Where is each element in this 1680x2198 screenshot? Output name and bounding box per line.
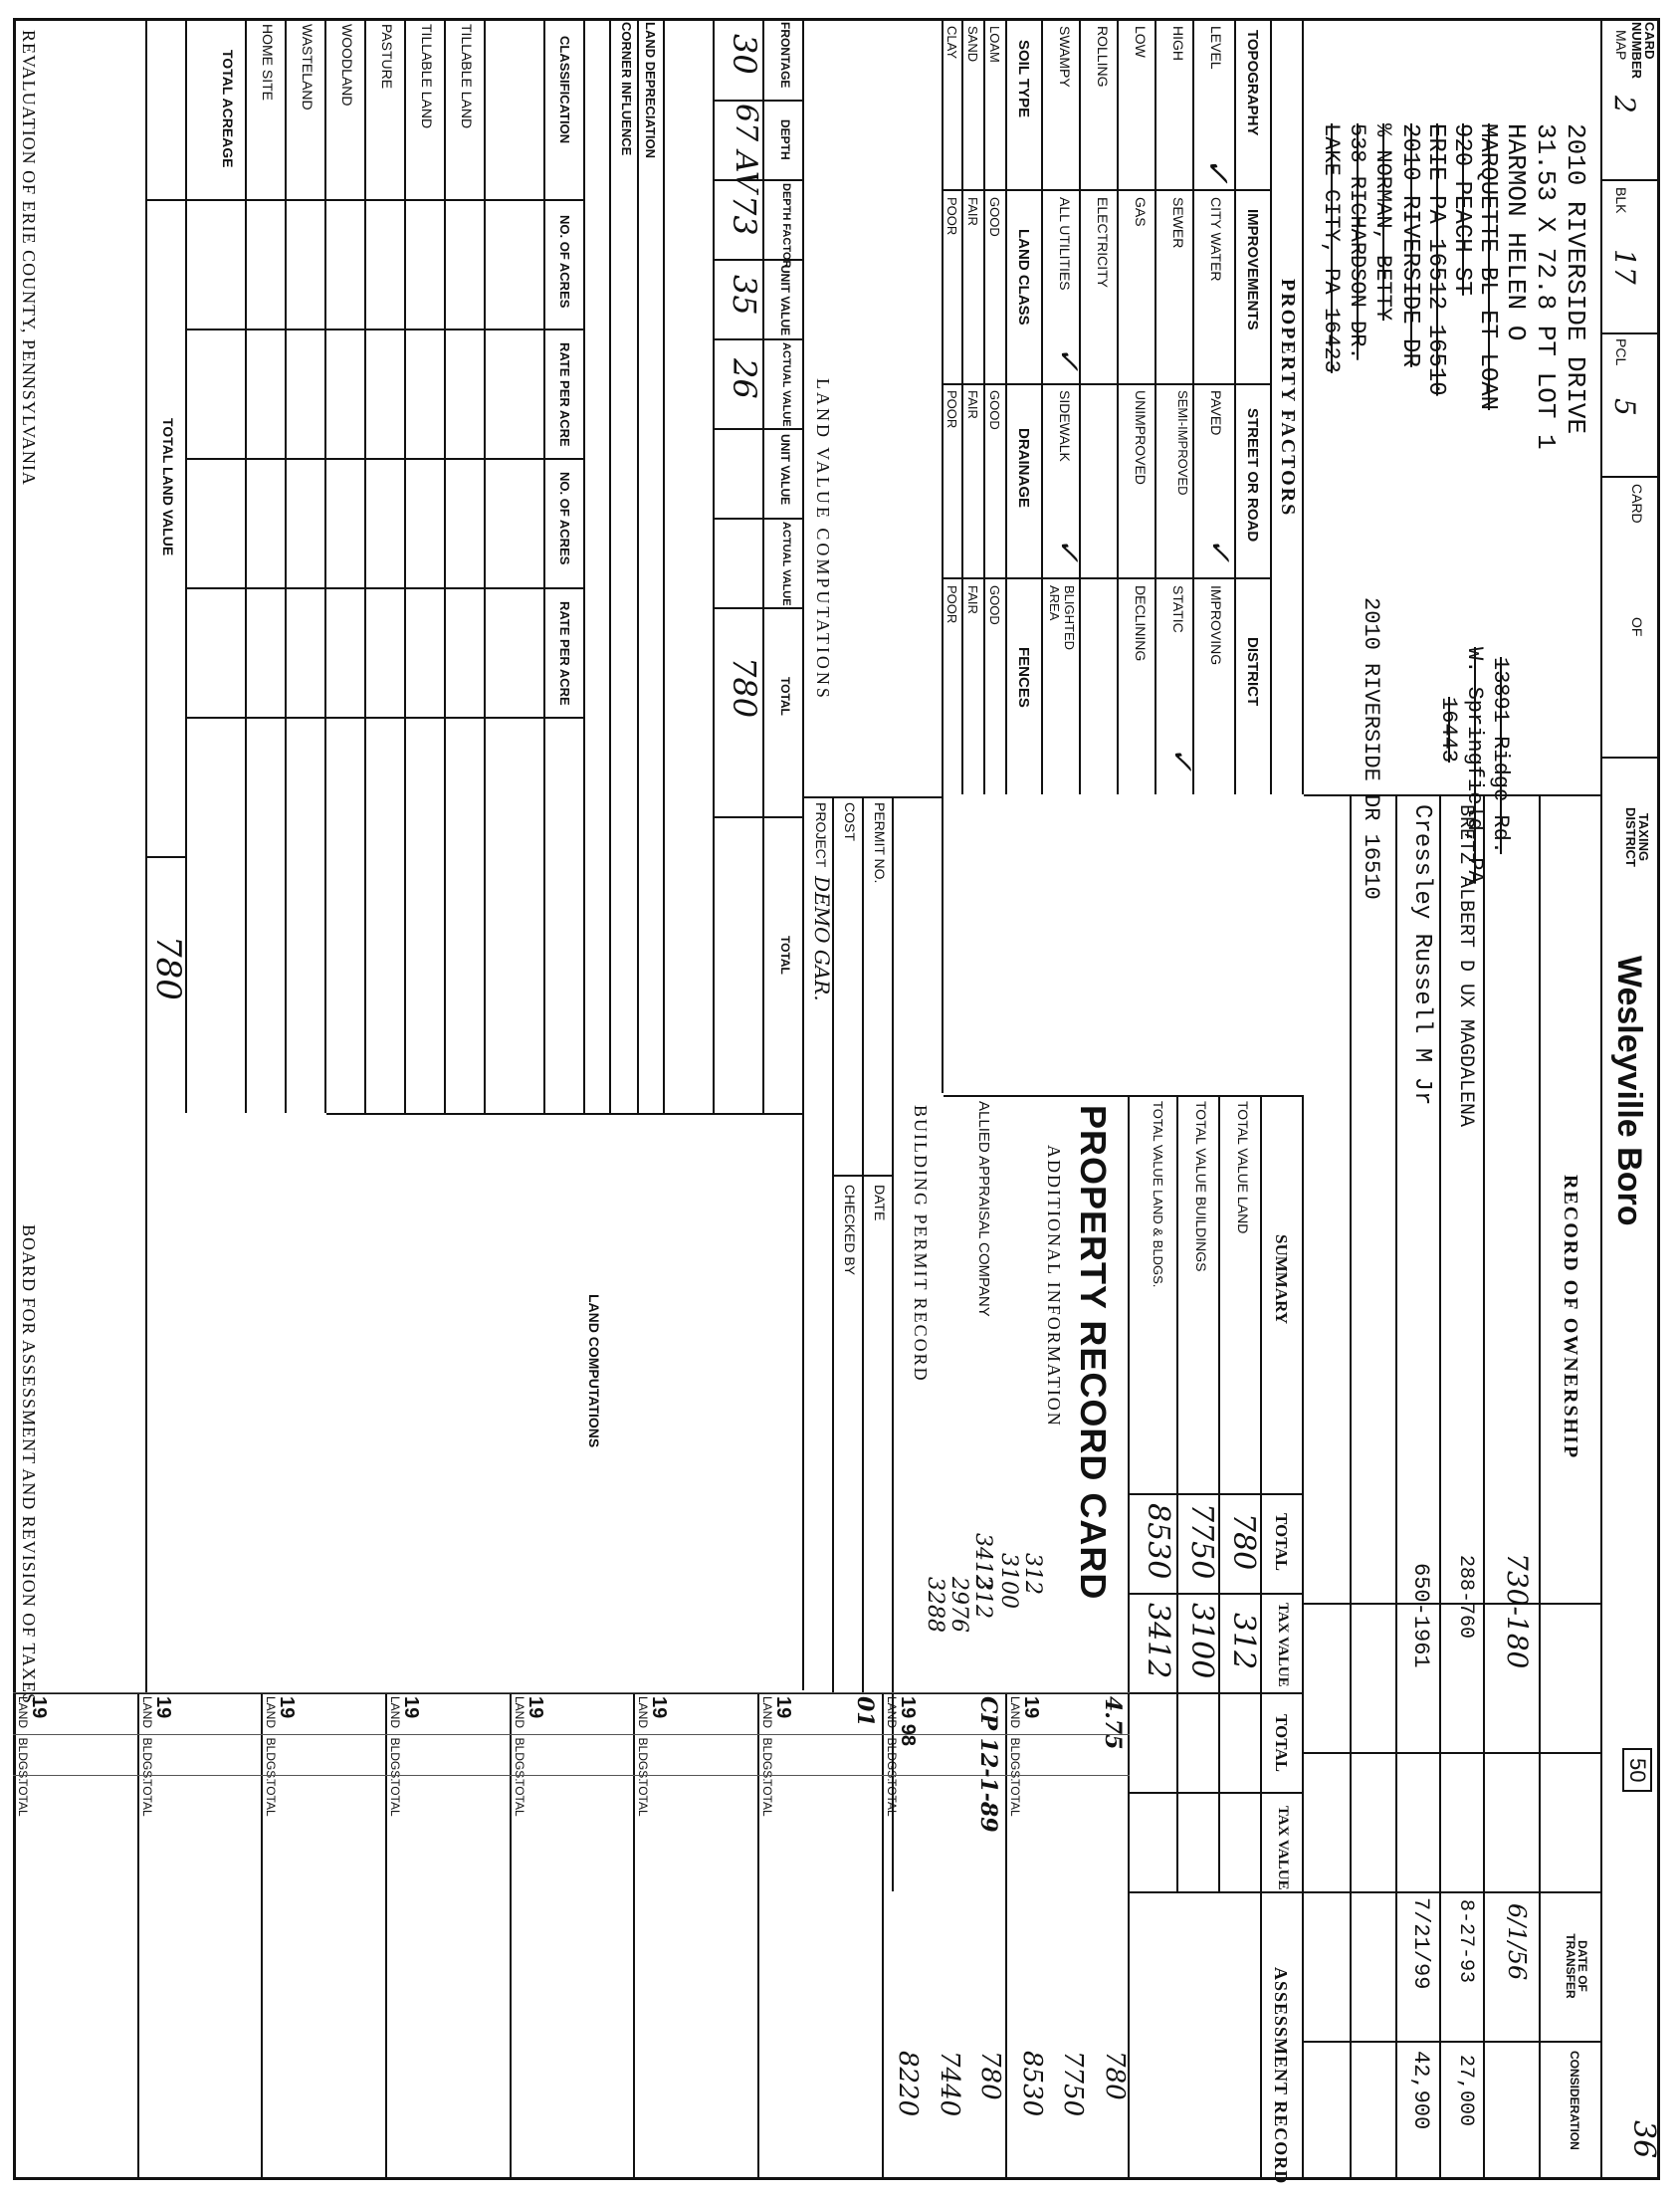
topo-rolling: ROLLING <box>1095 26 1111 88</box>
land-value-title: LAND VALUE COMPUTATIONS <box>813 378 833 701</box>
topography-header: TOPOGRAPHY <box>1244 30 1261 136</box>
lv-total2-header: TOTAL <box>778 936 792 975</box>
assessment-year: 19 <box>1020 1696 1043 1719</box>
assessment-label: LAND <box>139 1696 154 1729</box>
assessment-label: BLDGS. <box>16 1737 31 1782</box>
assessment-value: 7440 <box>934 2051 964 2117</box>
property-factors-title: PROPERTY FACTORS <box>1277 279 1299 518</box>
blk-value: 17 <box>1608 249 1641 285</box>
assessment-label: BLDGS. <box>636 1737 651 1782</box>
summary-total-header: TOTAL <box>1272 1513 1291 1571</box>
assessment-label: LAND <box>760 1696 775 1729</box>
assessment-entry <box>13 1692 137 2180</box>
class-tillable-1: TILLABLE LAND <box>459 24 475 129</box>
assessment-year: 19 <box>772 1696 795 1719</box>
street-paved: PAVED <box>1208 390 1224 436</box>
pcl-label: PCL <box>1613 338 1629 366</box>
class-tillable-2: TILLABLE LAND <box>419 24 435 129</box>
soil-clay: CLAY <box>945 26 959 59</box>
district-blighted: BLIGHTED AREA <box>1047 585 1077 651</box>
assessment-year: 19 <box>151 1696 174 1719</box>
lv-unit-value-header: UNIT VALUE <box>778 265 792 336</box>
drainage-header: DRAINAGE <box>1015 428 1032 509</box>
lv-total-header: TOTAL <box>778 677 792 716</box>
topo-level: LEVEL <box>1208 26 1224 70</box>
ownership-name: BRETZ ALBERT D UX MAGDALENA <box>1454 804 1477 1128</box>
lv-unit-value: 35 <box>726 275 763 316</box>
assessment-label: LAND <box>388 1696 403 1729</box>
taxing-district-label: TAXING DISTRICT <box>1623 807 1651 867</box>
assessment-label: BLDGS. <box>884 1737 899 1782</box>
assessment-label: TOTAL <box>1008 1779 1023 1817</box>
summary-land-tax: 312 <box>1226 1613 1261 1670</box>
assessment-label: TOTAL <box>388 1779 403 1817</box>
assessment-label: BLDGS. <box>760 1737 775 1782</box>
assessment-value: 780 <box>1100 2051 1130 2100</box>
district-improving: IMPROVING <box>1208 585 1224 666</box>
assessment-entry <box>757 1692 882 2180</box>
assessment-label: LAND <box>636 1696 651 1729</box>
summary-land-label: TOTAL VALUE LAND <box>1235 1101 1251 1234</box>
assessment-value: 7750 <box>1058 2051 1089 2117</box>
ownership-date: 6/1/56 <box>1503 1903 1531 1981</box>
lv-depth-value: 67 AV <box>729 104 763 193</box>
assessment-year: 19 98 <box>896 1696 919 1747</box>
district-header: DISTRICT <box>1244 637 1261 707</box>
drainage-good: GOOD <box>987 390 1002 430</box>
of-label: OF <box>1629 617 1645 637</box>
lv-actual-value: 26 <box>726 358 763 399</box>
summary-tax-header: TAX VALUE <box>1275 1603 1291 1687</box>
impr-city-water: CITY WATER <box>1208 197 1224 282</box>
municipality-name: Wesleyville Boro <box>1610 956 1648 1226</box>
lv-total-value: 780 <box>726 657 763 719</box>
assessment-label: LAND <box>264 1696 279 1729</box>
permit-project-label: PROJECT <box>813 802 829 868</box>
ownership-name: Cressley Russell M Jr <box>1408 804 1435 1106</box>
assessment-note: 01 <box>851 1696 878 1727</box>
lv-actual-value2-header: ACTUAL VALUE <box>780 522 792 606</box>
permit-cost-label: COST <box>842 802 858 841</box>
assessment-note: CP 12-1-89 <box>975 1696 1002 1833</box>
building-permit-title: BUILDING PERMIT RECORD <box>911 1105 931 1383</box>
permit-no-label: PERMIT NO. <box>872 802 888 884</box>
summary-total-total: 8530 <box>1141 1503 1175 1580</box>
check-mark-icon: ✓ <box>1199 157 1237 184</box>
class-good: GOOD <box>987 197 1002 237</box>
assessment-label: BLDGS. <box>139 1737 154 1782</box>
map-label: MAP <box>1613 30 1629 61</box>
card-number-label: CARD NUMBER <box>1629 22 1657 80</box>
property-record-card: CARD NUMBER MAP 2 BLK 17 PCL 5 CARD OF TAXING DISTRICT Wesleyville Boro 50 36 2010 RIVERSIDE DRIVE 31.53 X 72.8 PT LOT 1 HARMON HELEN O MARQUETTE BL ET LOAN 920 PEACH ST ERIE PA 16512 16510 2010 RIVERSIDE DR % NORMAN, BETTY 538 RICHARDSON DR. LAKE CITY, PA 16423 13891 Ridge Rd. W. Springfield, PA 16443 2010 RIVERSIDE DR 16510 RECORD OF OWNERSHIP DATE OF TRANSFER CONSIDERATION 730-180 6/1/56 BRETZ ALBERT D UX MAGDALENA 288-760 8-27-93 27,000 Cressley Russell M Jr 650-1961 7/21/99 42,900 PROPERTY FACTORS TOPOGRAPHY IMPROVEMENTS STREET OR ROAD DISTRICT LEVEL HIGH LOW ROLLING SWAMPY ✓ CITY WATER SEWER GAS ELECTRICITY ALL UTILITIES ✓ PAVED SEMI-IMPROVED UNIMPROVED SIDEWALK ✓ ✓ IMPROVING STATIC DECLINING BLIGHTED AREA ✓ SOIL TYPE LAND CLASS DRAINAGE FENCES LOAM SAND CLAY GOOD FAIR POOR GOOD FAIR POOR GOOD FAIR POOR SUMMARY TOTAL TAX VALUE TOTAL TAX VALUE ASSESSMENT RECORD TOTAL VALUE LAND 780 312 TOTAL VALUE BUILDINGS 7750 3100 TOTAL VALUE LAND & BLDGS. 8530 3412 PROPERTY RECORD CARD ADDITIONAL INFORMATION ALLIED APPRAISAL COMPANY 312 3100 3412 312 2976 3288 BUILDING PERMIT RECORD PERMIT NO. DATE COST CHECKED BY PROJECT DEMO GAR. LAND VALUE COMPUTATIONS FRONTAGE DEPTH DEPTH FACTOR UNIT VALUE ACTUAL VALUE UNIT VALUE ACTUAL VALUE TOTAL TOTAL 30 67 AV 73 35 26 780 LAND DEPRECIATION CORNER INFLUENCE LAND COMPUTATIONS CLASSIFICATION NO. OF ACRES RATE PER ACRE NO. OF ACRES RATE PER ACRE TILLABLE LAND TILLABLE LAND PASTURE WOODLAND WASTELAND HOME SITE TOTAL ACREAGE TOTAL LAND VALUE 780 19 LAND 780 BLDGS. 7750 TOTAL 8530 4.75 19 98 LAND 780 BLDGS. 7440 TOTAL 8220 CP 12-1-89 19 LAND BLDGS. TOTAL 01 19 LAND BLDGS. TOTAL 19 LAND BLDGS. TOTAL 19 LAND BLDGS. TOTAL 19 LAND BLDGS. TOTAL 19 LAND BLDGS. TOTAL 19 LAND BLDGS. TOTAL REVALUATION OF ERIE COUNTY, PENNSYLVANIA BOARD FOR ASSESSMENT AND REVISION OF TAXES <box>0 0 1680 2198</box>
total-land-value: 780 <box>148 936 188 1000</box>
summary-bldg-tax: 3100 <box>1184 1603 1219 1679</box>
acres2-header: NO. OF ACRES <box>557 472 572 565</box>
record-card-title: PROPERTY RECORD CARD <box>1073 1105 1114 1601</box>
total-acreage-label: TOTAL ACREAGE <box>220 50 236 168</box>
assessment-entry <box>633 1692 757 2180</box>
pcl-value: 5 <box>1608 398 1641 416</box>
classification-header: CLASSIFICATION <box>557 36 572 144</box>
lv-actual-value-header: ACTUAL VALUE <box>780 342 792 427</box>
assessment-year: 19 <box>648 1696 671 1719</box>
ownership-date: 7/21/99 <box>1408 1897 1433 1990</box>
map-value: 2 <box>1608 96 1641 113</box>
impr-sewer: SEWER <box>1170 197 1186 249</box>
assessment-entry <box>1005 1692 1130 2180</box>
ownership-deed: 650-1961 <box>1408 1563 1433 1668</box>
land-class-header: LAND CLASS <box>1015 229 1032 326</box>
assessment-label: LAND <box>16 1696 31 1729</box>
ownership-title: RECORD OF OWNERSHIP <box>1560 1175 1581 1460</box>
land-computations-label: LAND COMPUTATIONS <box>586 1294 602 1448</box>
topo-low: LOW <box>1133 26 1149 58</box>
summary-total-label: TOTAL VALUE LAND & BLDGS. <box>1151 1101 1165 1288</box>
land-depreciation-label: LAND DEPRECIATION <box>643 22 658 158</box>
summary-land-total: 780 <box>1226 1513 1261 1571</box>
footer-left: REVALUATION OF ERIE COUNTY, PENNSYLVANIA <box>19 30 39 486</box>
assessment-year: 19 <box>524 1696 546 1719</box>
rate-header: RATE PER ACRE <box>557 342 572 447</box>
assessment-entry <box>882 1692 1006 2180</box>
assessment-label: LAND <box>884 1696 899 1729</box>
fences-header: FENCES <box>1015 647 1032 708</box>
assessment-label: BLDGS. <box>388 1737 403 1782</box>
street-semi-improved: SEMI-IMPROVED <box>1175 390 1190 496</box>
soil-type-header: SOIL TYPE <box>1015 40 1032 118</box>
soil-loam: LOAM <box>987 26 1002 63</box>
summary-title: SUMMARY <box>1272 1234 1291 1325</box>
ownership-deed: 288-760 <box>1454 1555 1477 1640</box>
lv-frontage-header: FRONTAGE <box>778 22 792 89</box>
total-land-value-label: TOTAL LAND VALUE <box>160 418 176 556</box>
permit-project-value: DEMO GAR. <box>810 876 834 1001</box>
topo-swampy: SWAMPY <box>1057 26 1073 88</box>
page-number: 36 <box>1626 2120 1661 2159</box>
permit-date-label: DATE <box>872 1185 888 1221</box>
assessment-label: BLDGS. <box>264 1737 279 1782</box>
permit-checked-label: CHECKED BY <box>842 1185 858 1276</box>
impr-all-utilities: ALL UTILITIES <box>1057 197 1073 291</box>
check-mark-icon: ✓ <box>1051 346 1086 372</box>
assessment-entry <box>261 1692 385 2180</box>
assessment-value: 8530 <box>1016 2051 1047 2117</box>
district-declining: DECLINING <box>1133 585 1149 662</box>
assessment-label: LAND <box>512 1696 526 1729</box>
assessment-label: BLDGS. <box>512 1737 526 1782</box>
assessment-label: BLDGS. <box>1008 1737 1023 1782</box>
assessment-label: LAND <box>1008 1696 1023 1729</box>
assessment-note: 4.75 <box>1100 1696 1126 1750</box>
assessment-entry <box>510 1692 634 2180</box>
assessment-label: TOTAL <box>760 1779 775 1817</box>
fences-good: GOOD <box>987 585 1002 625</box>
date-of-transfer-header: DATE OF TRANSFER <box>1564 1933 1589 1999</box>
class-home-site: HOME SITE <box>260 24 276 102</box>
street-sidewalk: SIDEWALK <box>1057 390 1073 462</box>
lv-depth-header: DEPTH <box>778 119 792 160</box>
summary-bldg-total: 7750 <box>1184 1503 1219 1580</box>
ownership-deed: 730-180 <box>1501 1553 1534 1669</box>
ownership-consideration: 27,000 <box>1454 2055 1477 2127</box>
topo-high: HIGH <box>1170 26 1186 61</box>
assessment-entry <box>385 1692 510 2180</box>
assessment-label: TOTAL <box>636 1779 651 1817</box>
assessment-record-title: ASSESSMENT RECORD <box>1271 1967 1291 2185</box>
street-header: STREET OR ROAD <box>1244 408 1261 543</box>
assessment-entry <box>137 1692 262 2180</box>
assessment-year: 19 <box>28 1696 51 1719</box>
assessment-year: 19 <box>276 1696 299 1719</box>
acres-header: NO. OF ACRES <box>557 215 572 309</box>
check-mark-icon: ✓ <box>1202 538 1237 563</box>
improvements-header: IMPROVEMENTS <box>1244 209 1261 330</box>
ownership-consideration: 42,900 <box>1408 2051 1433 2130</box>
summary-bldg-label: TOTAL VALUE BUILDINGS <box>1193 1101 1209 1272</box>
assessment-year: 19 <box>400 1696 423 1719</box>
check-mark-icon: ✓ <box>1051 538 1086 563</box>
summary-total-tax: 3412 <box>1141 1603 1175 1679</box>
consideration-header: CONSIDERATION <box>1568 2051 1581 2150</box>
street-unimproved: UNIMPROVED <box>1133 390 1149 485</box>
fences-fair: FAIR <box>965 585 980 614</box>
blk-label: BLK <box>1613 187 1629 214</box>
assessment-record <box>13 1692 1130 2180</box>
assessment-label: TOTAL <box>139 1779 154 1817</box>
class-woodland: WOODLAND <box>339 24 355 107</box>
corner-influence-label: CORNER INFLUENCE <box>619 22 634 156</box>
fences-poor: POOR <box>945 585 959 624</box>
drainage-poor: POOR <box>945 390 959 429</box>
class-fair: FAIR <box>965 197 980 226</box>
card-label: CARD <box>1629 484 1645 524</box>
footer-right: BOARD FOR ASSESSMENT AND REVISION OF TAXES <box>19 1224 39 1704</box>
class-pasture: PASTURE <box>379 24 395 90</box>
district-code: 50 <box>1622 1748 1652 1792</box>
lv-frontage-value: 30 <box>726 34 763 75</box>
rate2-header: RATE PER ACRE <box>557 601 572 706</box>
assessment-value: 780 <box>975 2051 1006 2100</box>
lv-depth-factor-value: 73 <box>726 195 763 236</box>
impr-gas: GAS <box>1133 197 1149 227</box>
lv-depth-factor-header: DEPTH FACTOR <box>780 183 792 269</box>
assessment-label: TOTAL <box>264 1779 279 1817</box>
assessment-label: TOTAL <box>16 1779 31 1817</box>
drainage-fair: FAIR <box>965 390 980 419</box>
additional-information: ADDITIONAL INFORMATION <box>1044 1145 1064 1428</box>
check-mark-icon: ✓ <box>1164 747 1199 772</box>
assessment-label: TOTAL <box>512 1779 526 1817</box>
appraisal-company: ALLIED APPRAISAL COMPANY <box>975 1101 992 1317</box>
impr-electricity: ELECTRICITY <box>1095 197 1111 289</box>
class-wasteland: WASTELAND <box>300 24 315 110</box>
ownership-date: 8-27-93 <box>1454 1899 1477 1984</box>
assessment-label: TOTAL <box>884 1779 899 1817</box>
class-poor: POOR <box>945 197 959 236</box>
district-static: STATIC <box>1170 585 1186 633</box>
soil-sand: SAND <box>965 26 980 63</box>
assessment-value: 8220 <box>893 2051 924 2117</box>
lv-unit-value2-header: UNIT VALUE <box>778 434 792 506</box>
